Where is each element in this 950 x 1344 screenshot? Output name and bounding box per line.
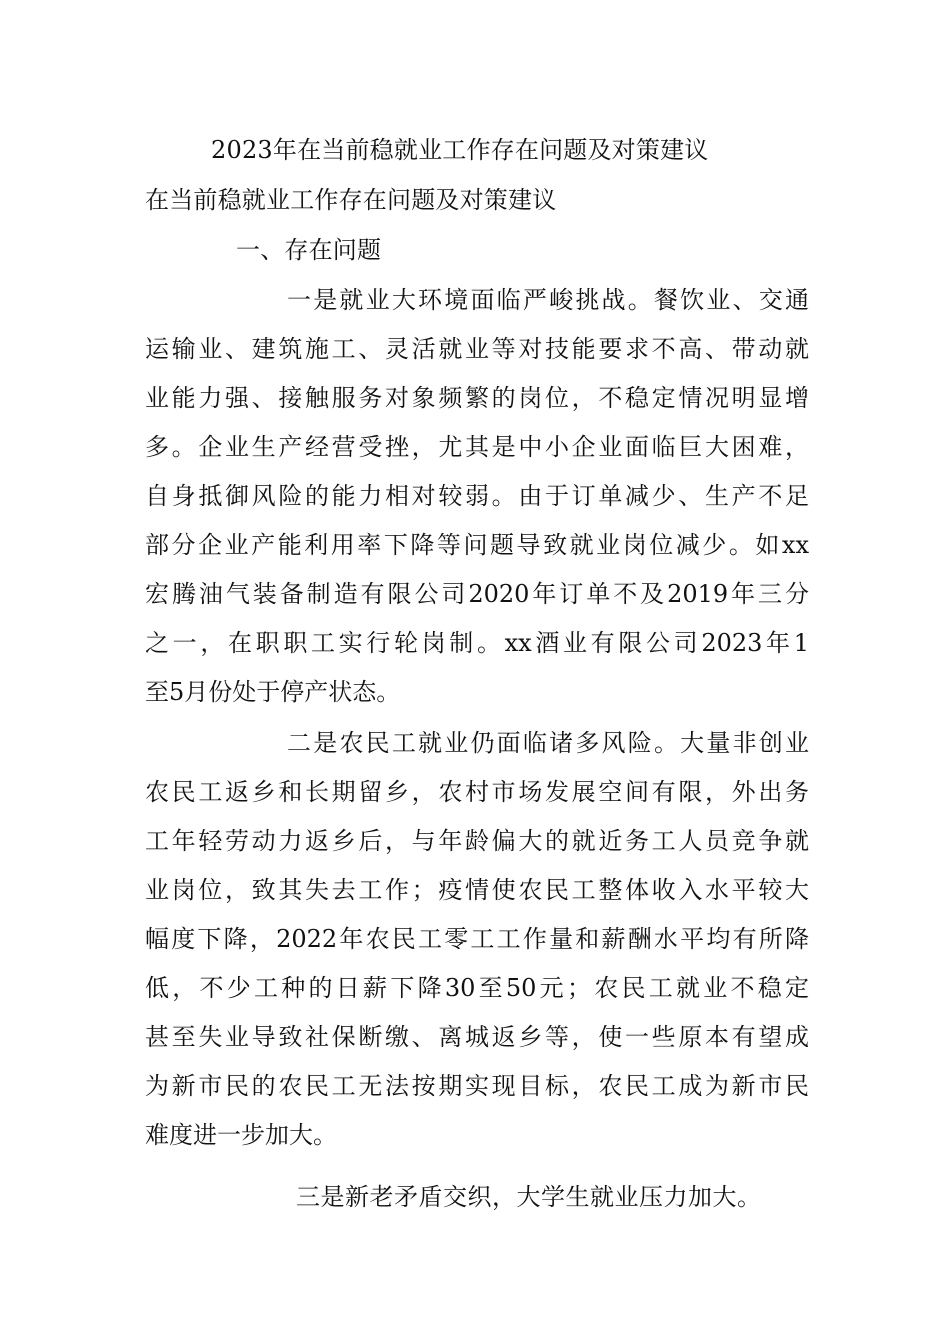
paragraph-line: 二是农民工就业仍面临诸多风险。大量非创业 [287, 729, 809, 757]
paragraph-line: 自身抵御风险的能力相对较弱。由于订单减少、生产不足 [145, 482, 809, 510]
paragraph-migrant-workers [145, 719, 809, 1160]
paragraph-graduates: 三是新老矛盾交织，大学生就业压力加大。 [296, 1183, 762, 1211]
paragraph-line: 业岗位，致其失去工作；疫情使农民工整体收入水平较大 [145, 876, 809, 904]
paragraph-line: 低，不少工种的日薪下降30至50元；农民工就业不稳定 [145, 974, 809, 1002]
paragraph-line: 之一，在职职工实行轮岗制。xx酒业有限公司2023年1 [145, 629, 809, 657]
paragraph-line: 业能力强、接触服务对象频繁的岗位，不稳定情况明显增 [145, 384, 809, 412]
document-title: 2023年在当前稳就业工作存在问题及对策建议 [211, 136, 709, 164]
paragraph-line: 部分企业产能利用率下降等问题导致就业岗位减少。如xx [145, 531, 809, 559]
paragraph-line: 为新市民的农民工无法按期实现目标，农民工成为新市民 [145, 1072, 809, 1100]
paragraph-line: 一是就业大环境面临严峻挑战。餐饮业、交通 [287, 286, 809, 314]
paragraph-line: 宏腾油气装备制造有限公司2020年订单不及2019年三分 [145, 580, 809, 608]
section-heading: 一、存在问题 [236, 236, 382, 264]
paragraph-line: 工年轻劳动力返乡后，与年龄偏大的就近务工人员竞争就 [145, 827, 809, 855]
paragraph-line: 至5月份处于停产状态。 [145, 678, 401, 706]
paragraph-line: 多。企业生产经营受挫，尤其是中小企业面临巨大困难， [145, 433, 809, 461]
document-subtitle: 在当前稳就业工作存在问题及对策建议 [145, 186, 557, 214]
paragraph-line: 运输业、建筑施工、灵活就业等对技能要求不高、带动就 [145, 335, 809, 363]
paragraph-employment-environment [145, 276, 809, 717]
paragraph-line: 甚至失业导致社保断缴、离城返乡等，使一些原本有望成 [145, 1023, 809, 1051]
paragraph-line: 难度进一步加大。 [145, 1121, 337, 1149]
paragraph-line: 农民工返乡和长期留乡，农村市场发展空间有限，外出务 [145, 778, 809, 806]
paragraph-line: 幅度下降，2022年农民工零工工作量和薪酬水平均有所降 [145, 925, 809, 953]
